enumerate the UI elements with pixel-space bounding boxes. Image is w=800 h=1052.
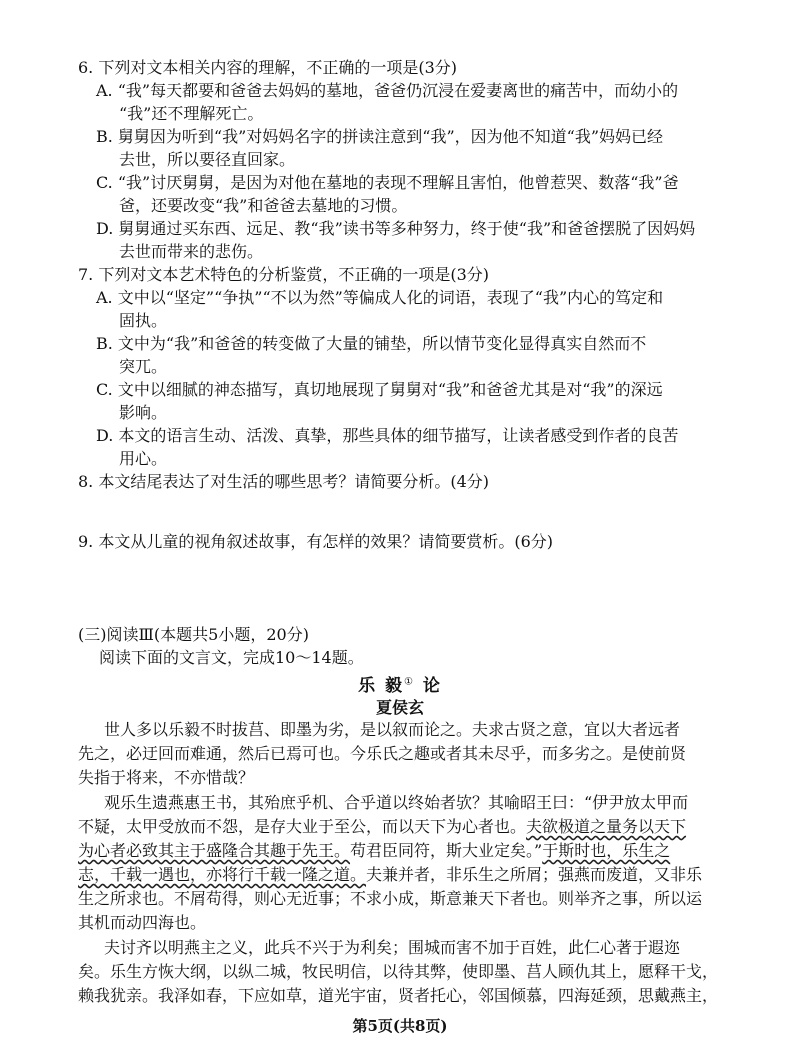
passage-line: 夫讨齐以明燕主之义，此兵不兴于为利矣；围城而害不加于百姓，此仁心著于遐迩 (104, 938, 681, 957)
q7-option-d: D. 本文的语言生动、活泼、真挚，那些具体的细节描写，让读者感受到作者的良苦 (96, 426, 679, 445)
q7-option-c: C. 文中以细腻的神态描写，真切地展现了舅舅对“我”和爸爸尤其是对“我”的深远 (96, 380, 663, 399)
q6-option-d-cont: 去世而带来的悲伤。 (119, 242, 264, 261)
underlined-sentence: 于斯时也，乐生之 (542, 841, 671, 860)
q7-stem: 7. 下列对文本艺术特色的分析鉴赏，不正确的一项是(3分) (78, 265, 490, 284)
page-number-footer: 第5页(共8页) (352, 1017, 448, 1035)
passage-line: 赖我犹亲。我泽如春，下应如草，道光宇宙，贤者托心，邻国倾慕，四海延颈，思戴燕主， (78, 986, 719, 1005)
passage-line: 先之，必迂回而难通，然后已焉可也。今乐氏之趣或者其未尽乎，而多劣之。是使前贤 (78, 744, 687, 763)
q6-option-a: A. “我”每天都要和爸爸去妈妈的墓地，爸爸仍沉浸在爱妻离世的痛苦中，而幼小的 (96, 81, 679, 100)
passage-line: 生之所求也。不屑苟得，则心无近事；不求小成，斯意兼天下者也。则举齐之事，所以运 (78, 889, 703, 908)
section-heading: (三)阅读Ⅲ(本题共5小题，20分) (78, 625, 309, 644)
q6-stem: 6. 下列对文本相关内容的理解，不正确的一项是(3分) (78, 58, 458, 77)
underlined-sentence: 为心者必致其主于盛隆合其趣于先王。 (78, 841, 351, 860)
q8-stem: 8. 本文结尾表达了对生活的哪些思考？请简要分析。(4分) (78, 472, 490, 491)
passage-line (78, 841, 670, 861)
q6-option-c: C. “我”讨厌舅舅，是因为对他在墓地的表现不理解且害怕，他曾惹哭、数落“我”爸 (96, 173, 679, 192)
passage-line: 其机而动四海也。 (78, 913, 207, 932)
passage-segment: 不疑，太甲受放而不怨，是存大业于至公，而以天下为心者也。 (78, 817, 527, 836)
q6-option-a-cont: “我”还不理解死亡。 (119, 104, 264, 123)
passage-author: 夏侯玄 (375, 698, 424, 717)
q7-option-a: A. 文中以“坚定”“争执”“不以为然”等偏成人化的词语，表现了“我”内心的笃定和 (96, 288, 664, 307)
passage-line: 世人多以乐毅不时拔莒、即墨为劣，是以叙而论之。夫求古贤之意，宜以大者远者 (104, 720, 681, 739)
passage-line: 矣。乐生方恢大纲，以纵二城，牧民明信，以待其弊，使即墨、莒人顾仇其上，愿释干戈， (78, 962, 719, 981)
passage-segment: 苟君臣同符，斯大业定矣。” (350, 841, 543, 860)
q7-option-a-cont: 固执。 (119, 311, 168, 330)
q6-option-b-cont: 去世，所以要径直回家。 (119, 150, 296, 169)
q7-option-b: B. 文中为“我”和爸爸的转变做了大量的铺垫，所以情节变化显得真实自然而不 (96, 334, 647, 353)
q6-option-d: D. 舅舅通过买东西、远足、教“我”读书等多种努力，终于使“我”和爸爸摆脱了因妈妈 (96, 219, 696, 238)
passage-title (0, 671, 800, 696)
q7-option-c-cont: 影响。 (119, 403, 168, 422)
passage-line (78, 865, 702, 885)
passage-segment: 夫兼并者，非乐生之所屑；强燕而废道，又非乐 (366, 865, 703, 884)
passage-title-tail: 论 (422, 676, 442, 696)
section-instruction: 阅读下面的文言文，完成10～14题。 (99, 648, 364, 667)
q7-option-b-cont: 突兀。 (119, 357, 168, 376)
underlined-sentence: 志，千载一遇也，亦将行千载一隆之道。 (78, 865, 367, 884)
passage-line: 观乐生遗燕惠王书，其殆庶乎机、合乎道以终始者欤？其喻昭王曰：“伊尹放太甲而 (104, 793, 689, 812)
q6-option-b: B. 舅舅因为听到“我”对妈妈名字的拼读注意到“我”，因为他不知道“我”妈妈已经 (96, 127, 664, 146)
passage-title-main: 乐 毅 (358, 676, 405, 696)
q6-option-c-cont: 爸，还要改变“我”和爸爸去墓地的习惯。 (119, 196, 408, 215)
q9-stem: 9. 本文从儿童的视角叙述故事，有怎样的效果？请简要赏析。(6分) (78, 532, 554, 551)
passage-line (78, 817, 686, 837)
q7-option-d-cont: 用心。 (119, 449, 168, 468)
passage-line: 失指于将来，不亦惜哉？ (78, 768, 255, 787)
underlined-sentence: 夫欲极道之量务以天下 (526, 817, 687, 836)
title-footnote-mark: ① (404, 676, 415, 688)
